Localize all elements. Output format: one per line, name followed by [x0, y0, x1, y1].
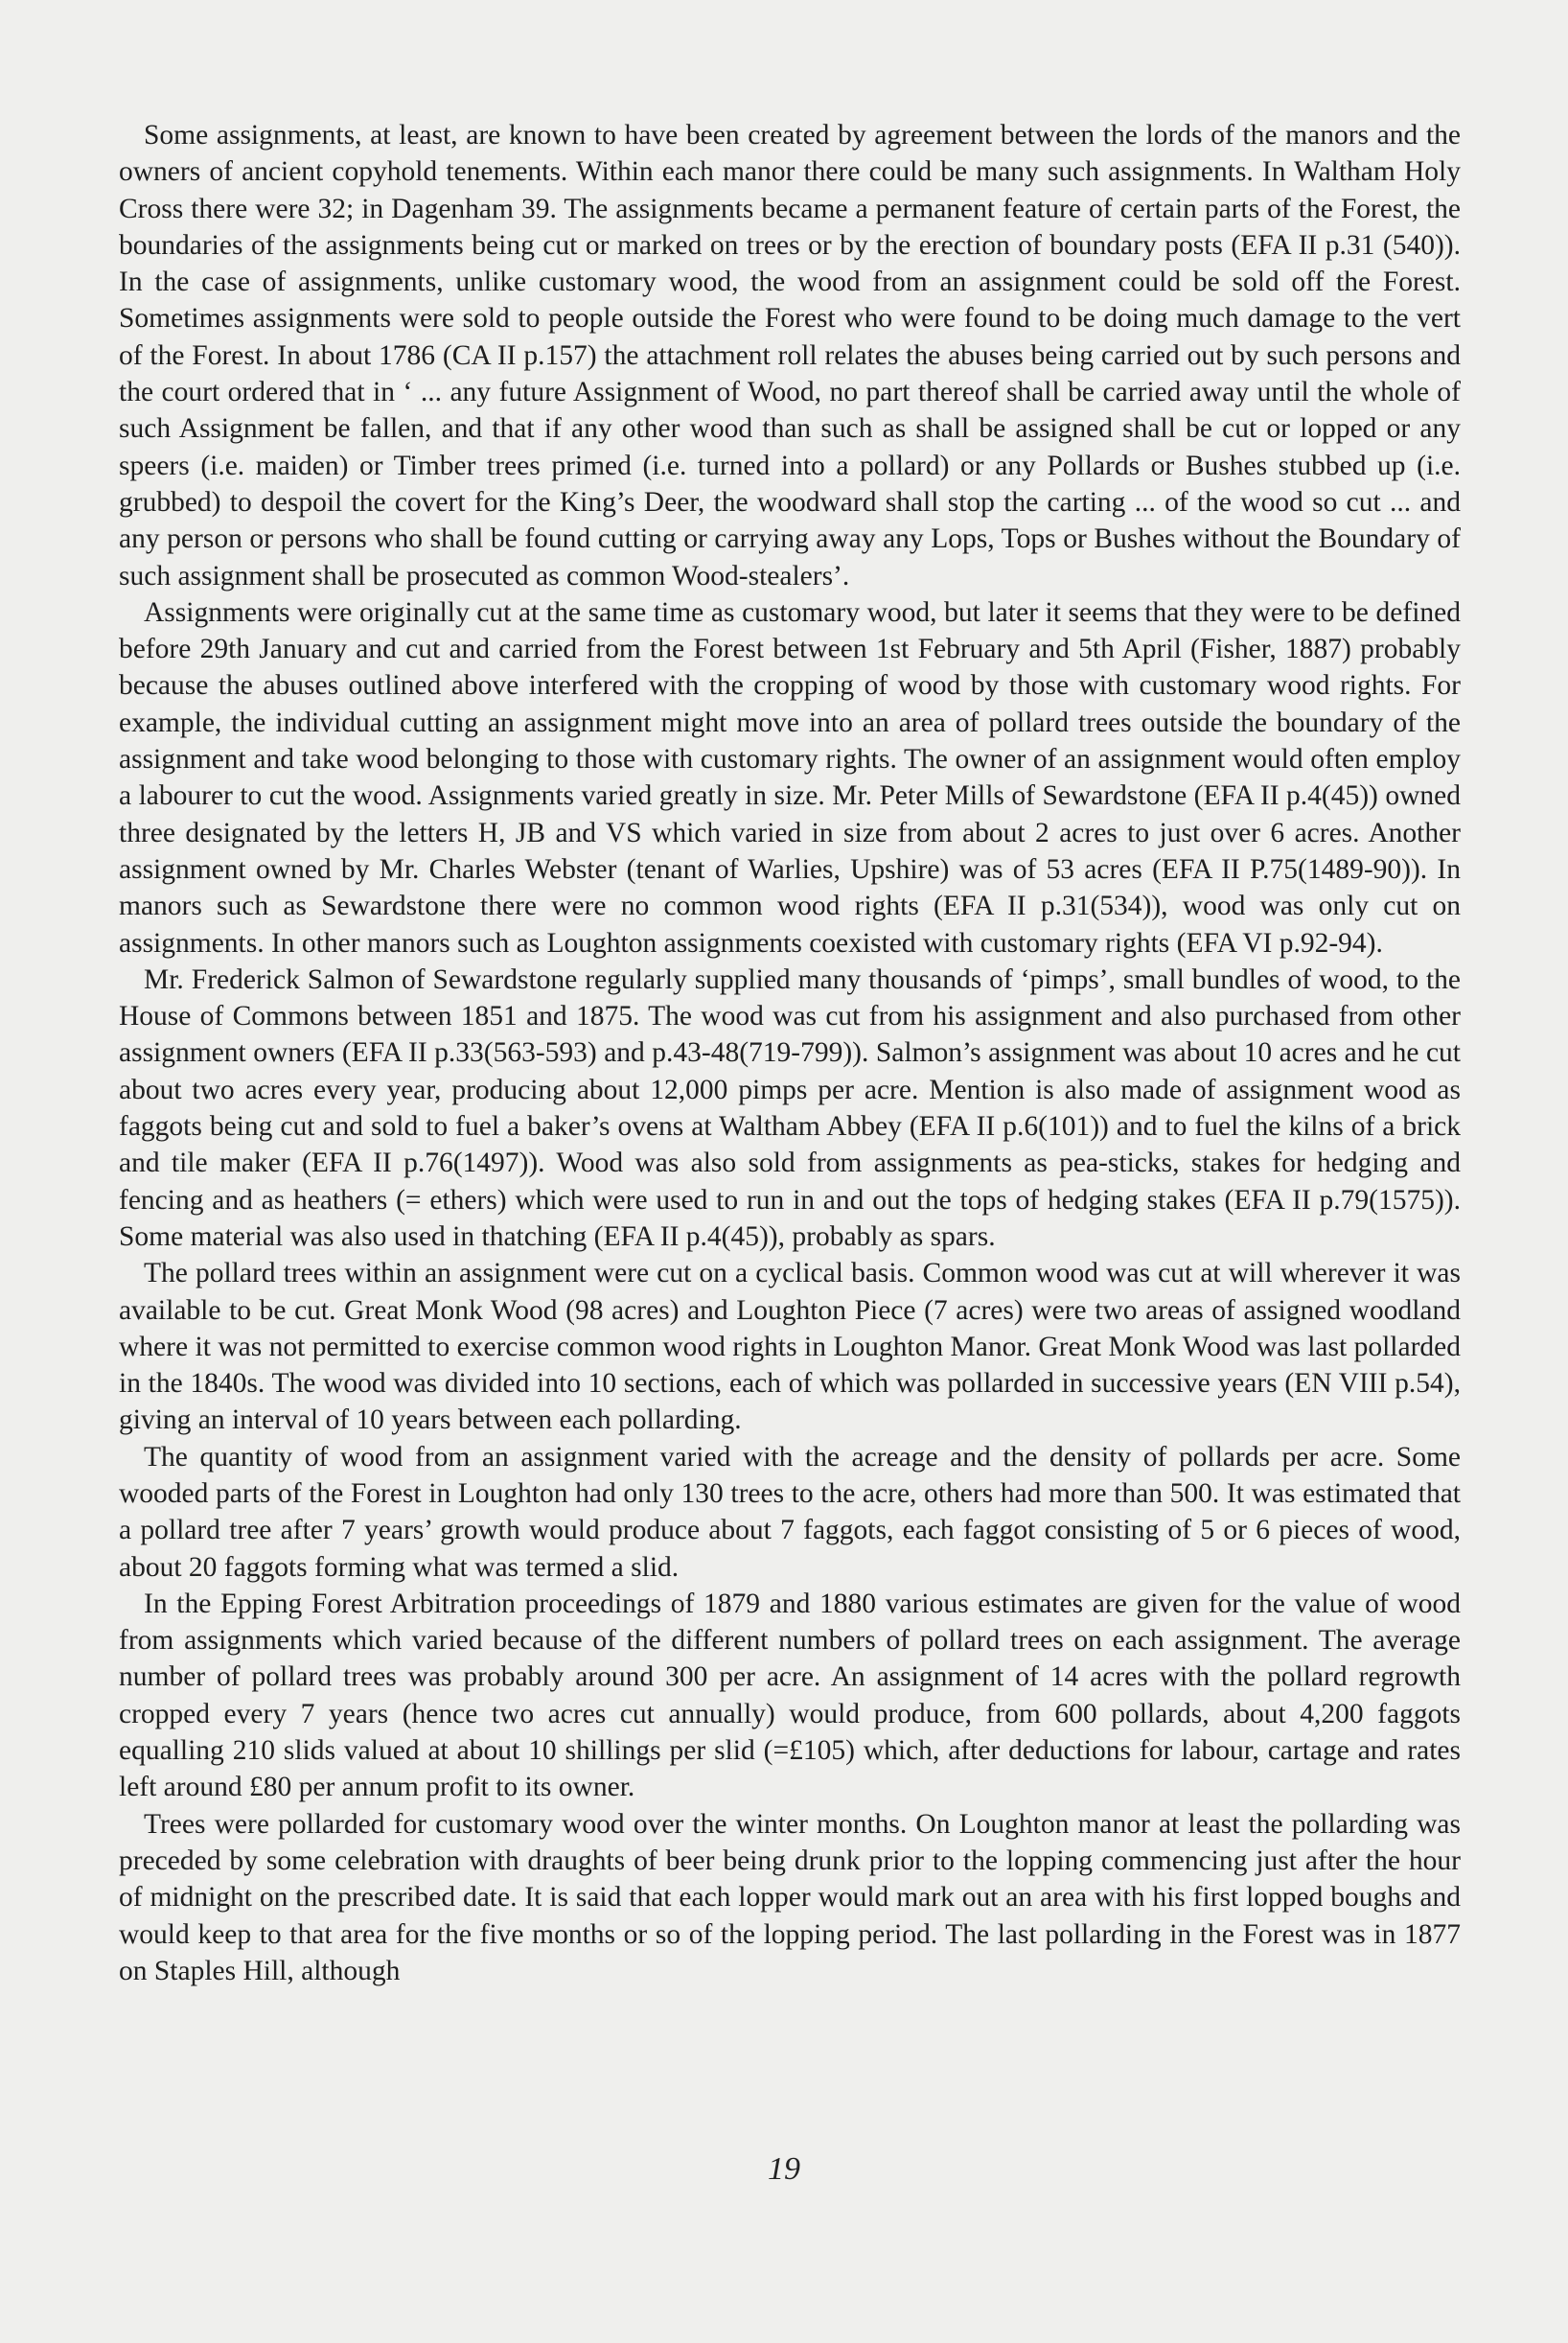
paragraph-assignments-cutting: Assignments were originally cut at the same time as customary wood, but later it seems that they were to be defined before 29th January and cut and carried from the Forest between 1st February and 5th April (Fisher, 1887) probably because the abuses outlined above interfered with the cropping of wood by those with customary wood rights. For example, the individual cutting an assignment might move into an area of pollard trees outside the boundary of the assignment and take wood belonging to those with customary rights. The owner of an assignment would often employ a labourer to cut the wood. Assignments varied greatly in size. Mr. Peter Mills of Sewardstone (EFA II p.4(45)) owned three designated by the letters H, JB and VS which varied in size from about 2 acres to just over 6 acres. Another assignment owned by Mr. Charles Webster (tenant of Warlies, Upshire) was of 53 acres (EFA II P.75(1489-90)). In manors such as Sewardstone there were no common wood rights (EFA II p.31(534)), wood was only cut on assignments. In other manors such as Loughton assignments coexisted with customary rights (EFA VI p.92-94).: [119, 596, 1461, 959]
paragraph-salmon-pimps: Mr. Frederick Salmon of Sewardstone regularly supplied many thousands of ‘pimps’, small bundles of wood, to the House of Commons between 1851 and 1875. The wood was cut from his assignment and also purchased from other assignment owners (EFA II p.33(563-593) and p.43-48(719-799)). Salmon’s assignment was about 10 acres and he cut about two acres every year, producing about 12,000 pimps per acre. Mention is also made of assignment wood as faggots being cut and sold to fuel a baker’s ovens at Waltham Abbey (EFA II p.6(101)) and to fuel the kilns of a brick and tile maker (EFA II p.76(1497)). Wood was also sold from assignments as pea-sticks, stakes for hedging and fencing and as heathers (= ethers) which were used to run in and out the tops of hedging stakes (EFA II p.79(1575)). Some material was also used in thatching (EFA II p.4(45)), probably as spars.: [119, 963, 1461, 1252]
body-text: [119, 117, 1461, 1989]
paragraph-arbitration-estimates: In the Epping Forest Arbitration proceedings of 1879 and 1880 various estimates are given for the value of wood from assignments which varied because of the different numbers of pollard trees on each assignment. The average number of pollard trees was probably around 300 per acre. An assignment of 14 acres with the pollard regrowth cropped every 7 years (hence two acres cut annually) would produce, from 600 pollards, about 4,200 faggots equalling 210 slids valued at about 10 shillings per slid (=£105) which, after deductions for labour, cartage and rates left around £80 per annum profit to its owner.: [119, 1588, 1461, 1803]
paragraph-wood-quantity: The quantity of wood from an assignment varied with the acreage and the density of pollards per acre. Some wooded parts of the Forest in Loughton had only 130 trees to the acre, others had more than 500. It was estimated that a pollard tree after 7 years’ growth would produce about 7 faggots, each faggot consisting of 5 or 6 pieces of wood, about 20 faggots forming what was termed a slid.: [119, 1441, 1461, 1583]
page-number: 19: [768, 2151, 800, 2187]
paragraph-assignments-origin: Some assignments, at least, are known to have been created by agreement between the lords of the manors and the owners of ancient copyhold tenements. Within each manor there could be many such assignments. In Waltham Holy Cross there were 32; in Dagenham 39. The assignments became a permanent feature of certain parts of the Forest, the boundaries of the assignments being cut or marked on trees or by the erection of boundary posts (EFA II p.31 (540)). In the case of assignments, unlike customary wood, the wood from an assignment could be sold off the Forest. Sometimes assignments were sold to people outside the Forest who were found to be doing much damage to the vert of the Forest. In about 1786 (CA II p.157) the attachment roll relates the abuses being carried out by such persons and the court ordered that in ‘ ... any future Assignment of Wood, no part thereof shall be carried away until the whole of such Assignment be fallen, and that if any other wood than such as shall be assigned shall be cut or lopped or any speers (i.e. maiden) or Timber trees primed (i.e. turned into a pollard) or any Pollards or Bushes stubbed up (i.e. grubbed) to despoil the covert for the King’s Deer, the woodward shall stop the carting ... of the wood so cut ... and any person or persons who shall be found cutting or carrying away any Lops, Tops or Bushes without the Boundary of such assignment shall be prosecuted as common Wood-stealers’.: [119, 120, 1461, 592]
paragraph-pollard-cycle: The pollard trees within an assignment were cut on a cyclical basis. Common wood was cut at will wherever it was available to be cut. Great Monk Wood (98 acres) and Loughton Piece (7 acres) were two areas of assigned woodland where it was not permitted to exercise common wood rights in Loughton Manor. Great Monk Wood was last pollarded in the 1840s. The wood was divided into 10 sections, each of which was pollarded in successive years (EN VIII p.54), giving an interval of 10 years between each pollarding.: [119, 1258, 1461, 1436]
paragraph-lopping-customs: Trees were pollarded for customary wood over the winter months. On Loughton manor at least the pollarding was preceded by some celebration with draughts of beer being drunk prior to the lopping commencing just after the hour of midnight on the prescribed date. It is said that each lopper would mark out an area with his first lopped boughs and would keep to that area for the five months or so of the lopping period. The last pollarding in the Forest was in 1877 on Staples Hill, although: [119, 1808, 1461, 1986]
